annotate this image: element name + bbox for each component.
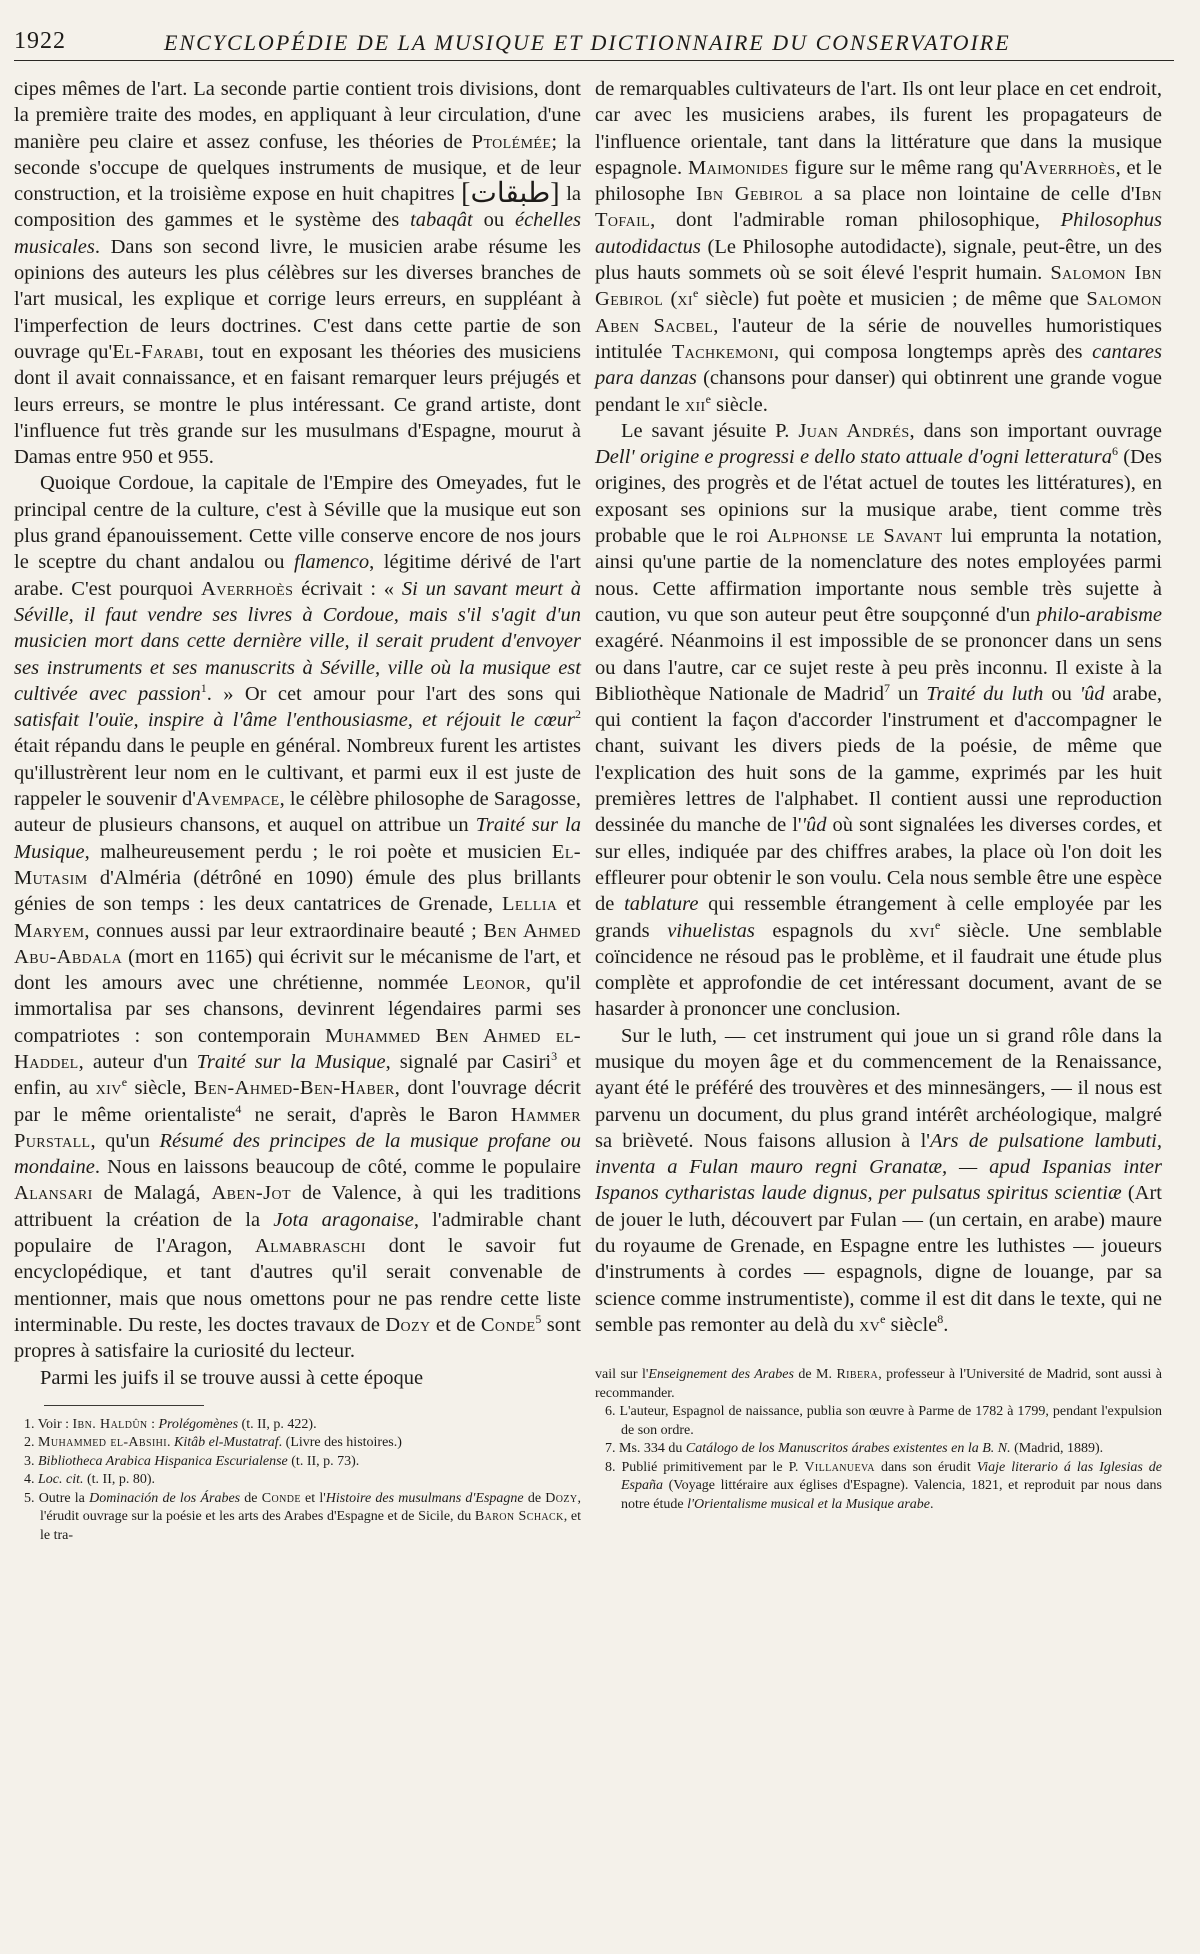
paragraph-6: Sur le luth, — cet instrument qui joue un si grand rôle dans la musique du moyen âge et du commencement de la Renaissance, ayant été le préféré des trouvères et des minnesängers, — il nous est parvenu un document, du plus grand intérêt archéologique, malgré sa brièveté. Nous faisons allusion à l'Ars de pulsatione lambuti, inventa a Fulan mauro regni Granatæ, — apud Ispanias inter Ispanos cytharistas laude dignus, per pulsatus spiritus scientiæ (Art de jouer le luth, découvert par Fulan — (un certain, en arabe) maure du royaume de Grenade, en Espagne entre les luthistes — joueurs d'instruments à cordes — espagnols, digne de louange, par sa science comme instrumentiste), comme il est dit dans le texte, qui ne semble pas remonter au delà du $xv^e$ siècle$^8$. bbox=[595, 1024, 1162, 1336]
page-number: 1922 bbox=[14, 28, 66, 54]
footnote-5-continued: vail sur l'Enseignement des Arabes de M. Ribera, professeur à l'Université de Madrid, sont aussi à recommander. bbox=[595, 1367, 1163, 1401]
footnote-3: 3. Bibliotheca Arabica Hispanica Escurialense (t. II, p. 73). bbox=[24, 1453, 360, 1469]
footnote-divider bbox=[44, 1405, 204, 1406]
paragraph-1: cipes mêmes de l'art. La seconde partie contient trois divisions, dont la première traite des modes, en appliquant à leur circulation, d'une manière peu claire et assez confuse, les théories de Ptolémée; la seconde s'occupe de quelques instruments de musique, et de leur construction, et la troisième expose en huit chapitres [طبقات] la composition des gammes et le système des tabaqât ou échelles musicales. Dans son second livre, le musicien arabe résume les opinions des auteurs les plus célèbres sur les diverses branches de l'art musical, les explique et corrige leurs erreurs, en suppléant à l'imperfection de leurs doctrines. C'est dans cette partie de son ouvrage qu'El-Farabi, tout en exposant les théories des musiciens dont il avait connaissance, et en faisant remarquer leurs préjugés et leurs erreurs, se montre le plus intéressant. Ce grand artiste, dont l'influence fut très grande sur les musulmans d'Espagne, mourut à Damas entre 950 et 955. bbox=[14, 78, 582, 469]
page-header bbox=[14, 20, 1174, 61]
paragraph-5: Le savant jésuite P. Juan Andrés, dans son important ouvrage Dell' origine e progressi e dello stato attuale d'ogni letteratura$^6$ (Des origines, des progrès et de l'état actuel de toutes les littératures), en exposant ses opinions sur la musique arabe, tient comme très probable que le roi Alphonse le Savant lui emprunta la notation, ainsi qu'une partie de la nomenclature des notes employées parmi nous. Cette affirmation importante nous semble très sujette à caution, vu que son auteur peut être soupçonné d'un philo-arabisme exagéré. Néanmoins il est impossible de se prononcer dans un sens ou dans l'autre, car ce sujet reste à peu près inconnu. Il existe à la Bibliothèque Nationale de Madrid$^7$ un Traité du luth ou 'ûd arabe, qui contient la façon d'accorder l'instrument et d'accompagner le chant, suivant les divers pieds de la poésie, de même que l'explication des huit sons de la gamme, exprimés par les huit premières lettres de l'alphabet. Il contient aussi une reproduction dessinée du manche de l''ûd où sont signalées les diverses cordes, et sur elles, indiquée par des chiffres arabes, la place où l'on doit les effleurer pour obtenir le son voulu. Cela nous semble être une espèce de tablature qui ressemble étrangement à celle employée par les grands vihuelistas espagnols du xvi$^e$ siècle. Une semblable coïncidence ne résoud pas le problème, et il faudrait une étude plus complète et approfondie de cet intéressant document, avant de se hasarder à prononcer une conclusion. bbox=[595, 419, 1163, 1021]
footnote-1: 1. Voir : Ibn. Haldûn : Prolégomènes (t. II, p. 422). bbox=[24, 1416, 317, 1432]
running-title: ENCYCLOPÉDIE DE LA MUSIQUE ET DICTIONNAIRE DU CONSERVATOIRE bbox=[164, 30, 1011, 55]
right-column bbox=[595, 76, 1162, 1514]
footnote-8: 8. Publié primitivement par le P. Villanueva dans son érudit Viaje literario á las Iglesias de España (Voyage littéraire aux églises d'Espagne). Valencia, 1821, et reproduit par nous dans notre étude l'Orientalisme musical et la Musique arabe. bbox=[605, 1459, 1163, 1512]
arabic-term: [طبقات] bbox=[461, 178, 560, 210]
paragraph-3: Parmi les juifs il se trouve aussi à cette époque bbox=[40, 1366, 424, 1389]
footnote-2: 2. Muhammed el-Absihi. Kitâb el-Mustatraf. (Livre des histoires.) bbox=[24, 1435, 402, 1451]
footnote-5: 5. Outre la Dominación de los Árabes de Conde et l'Histoire des musulmans d'Espagne de Dozy, l'érudit ouvrage sur la poésie et les arts des Arabes d'Espagne et de Sicile, du Baron Schack, et le tra- bbox=[24, 1490, 582, 1543]
footnote-6: 6. L'auteur, Espagnol de naissance, publia son œuvre à Parme de 1782 à 1799, pendant l'expulsion de son ordre. bbox=[605, 1404, 1162, 1438]
footnote-7: 7. Ms. 334 du Catálogo de los Manuscritos árabes existentes en la B. N. (Madrid, 1889). bbox=[605, 1441, 1104, 1457]
name-ptolemee: Ptolémée bbox=[471, 130, 552, 153]
paragraph-2: Quoique Cordoue, la capitale de l'Empire des Omeyades, fut le principal centre de la culture, c'est à Séville que la musique eut son plus grand épanouissement. Cette ville conserve encore de nos jours le sceptre du chant andalou ou flamenco, légitime dérivé de l'art arabe. C'est pourquoi Averrhoès écrivait : « Si un savant meurt à Séville, il faut vendre ses livres à Cordoue, mais s'il s'agit d'un musicien mort dans cette dernière ville, il serait prudent d'envoyer ses instruments et ses manuscrits à Séville, ville où la musique est cultivée avec passion$^1$. » Or cet amour pour l'art des sons qui satisfait l'ouïe, inspire à l'âme l'enthousiasme, et réjouit le cœur$^2$ était répandu dans le peuple en général. Nombreux furent les artistes qu'illustrèrent leur nom en le cultivant, et parmi eux il est juste de rappeler le souvenir d'Avempace, le célèbre philosophe de Saragosse, auteur de plusieurs chansons, et auquel on attribue un Traité sur la Musique, malheureusement perdu ; le roi poète et musicien El-Mutasim d'Alméria (détrôné en 1090) émule des plus brillants génies de son temps : les deux cantatrices de Grenade, Lellia et Maryem, connues aussi par leur extraordinaire beauté ; Ben Ahmed Abu-Abdala (mort en 1165) qui écrivit sur le mécanisme de l'art, et dont les amours avec une chrétienne, nommée Leonor, qu'il immortalisa par ses chansons, devinrent légendaires parmi ses compatriotes : son contemporain Muhammed Ben Ahmed el-Haddel, auteur d'un Traité sur la Musique, signalé par Casiri$^3$ et enfin, au xiv$^e$ siècle, Ben-Ahmed-Ben-Haber, dont l'ouvrage décrit par le même orientaliste$^4$ ne serait, d'après le Baron Hammer Purstall, qu'un Résumé des principes de la musique profane ou mondaine. Nous en laissons beaucoup de côté, comme le populaire Alansari de Malagá, Aben-Jot de Valence, à qui les traditions attribuent la création de la Jota aragonaise, l'admirable chant populaire de l'Aragon, Almabraschi dont le savoir fut encyclopédique, et tant d'autres qu'il serait convenable de mentionner, mais que nous omettons pour ne pas rendre cette liste interminable. Du reste, les doctes travaux de Dozy et de Conde$^5$ sont propres à satisfaire la curiosité du lecteur. bbox=[14, 472, 582, 1363]
left-column bbox=[14, 76, 581, 1545]
footnote-4: 4. Loc. cit. (t. II, p. 80). bbox=[24, 1472, 156, 1488]
paragraph-4: de remarquables cultivateurs de l'art. Ils ont leur place en cet endroit, car avec les musiciens arabes, ils furent les propagateurs de l'influence orientale, tant dans la littérature que dans la musique espagnole. Maimonides figure sur le même rang qu'Averrhoès, et le philosophe Ibn Gebirol a sa place non lointaine de celle d'Ibn Tofail, dont l'admirable roman philosophique, Philosophus autodidactus (Le Philosophe autodidacte), signale, peut-être, un des plus hauts sommets où se soit élevé l'esprit humain. Salomon Ibn Gebirol ($xi^e$ siècle) fut poète et musicien ; de même que Salomon Aben Sacbel, l'auteur de la série de nouvelles humoristiques intitulée Tachkemoni, qui composa longtemps après des cantares para danzas (chansons pour danser) qui obtinrent une grande vogue pendant le xii$^e$ siècle. bbox=[595, 78, 1163, 416]
